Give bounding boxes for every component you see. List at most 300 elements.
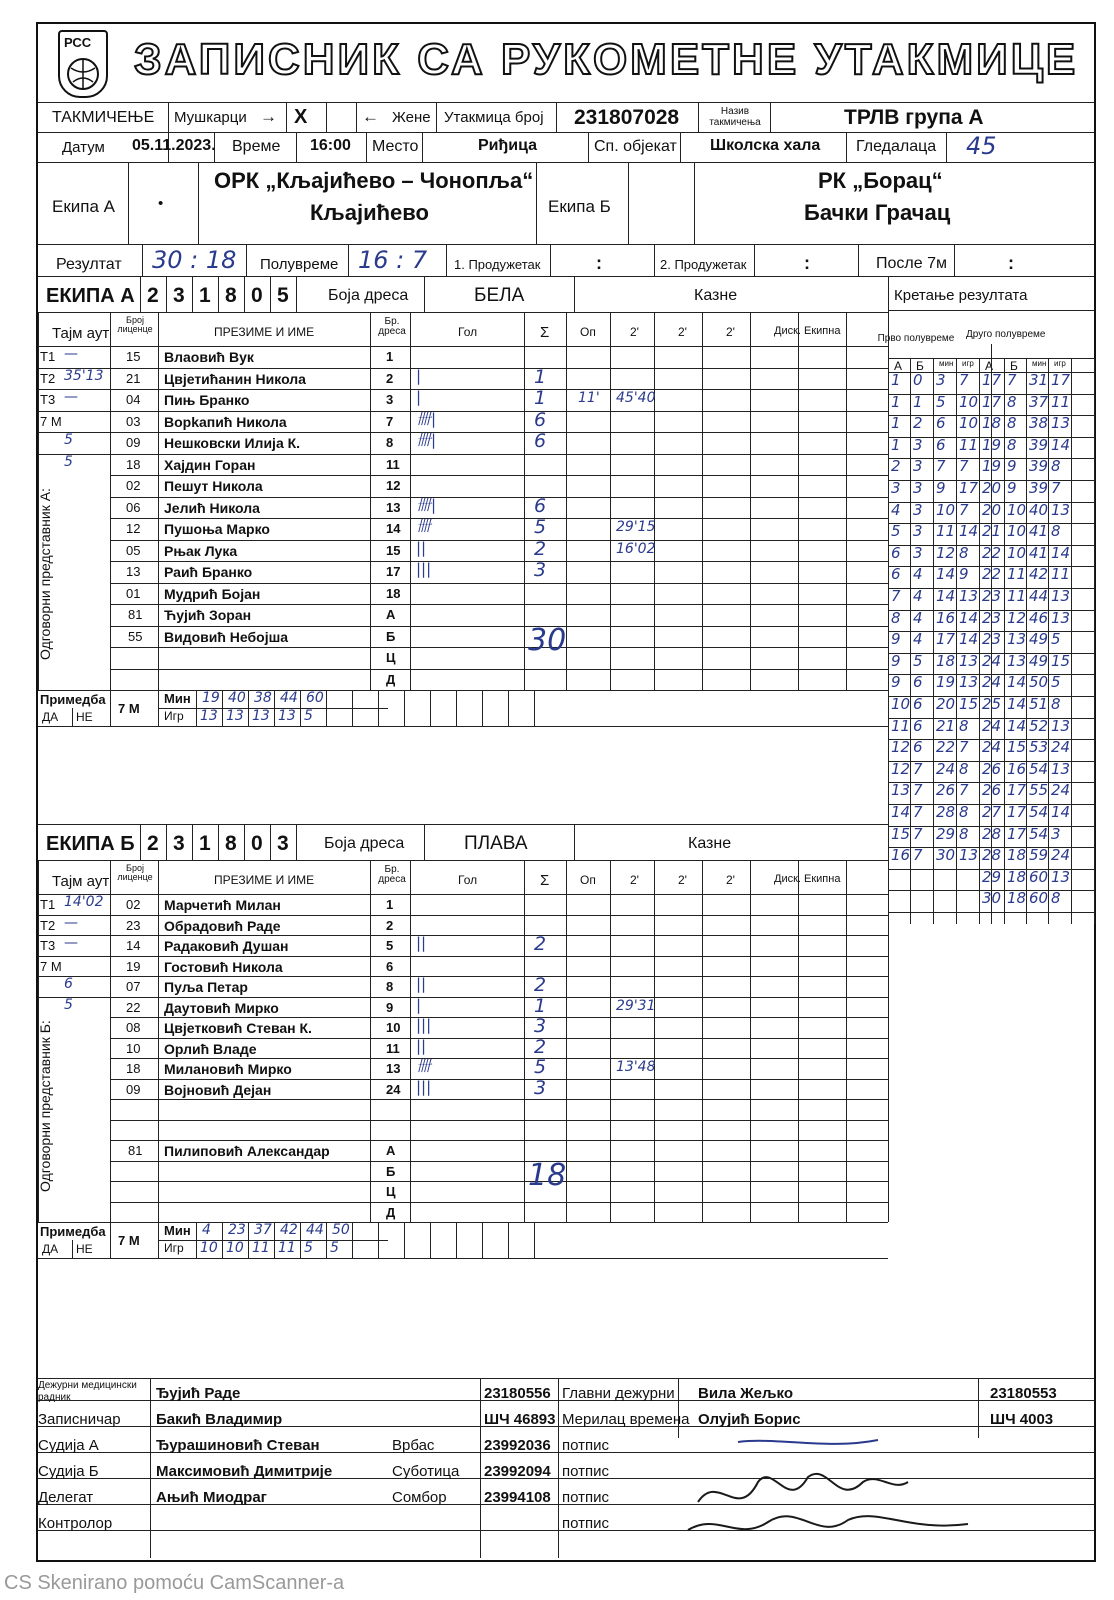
team-a-player-goals: 6 xyxy=(534,408,547,431)
team-b-jersey-color: ПЛАВА xyxy=(464,833,528,854)
grid-line xyxy=(300,1222,301,1258)
grid-line xyxy=(110,647,888,648)
grid-line xyxy=(933,358,934,924)
team-b-player-name: Радаковић Душан xyxy=(164,938,289,954)
progress-cell: 25 xyxy=(982,695,1002,713)
second-half-label: Друго полувреме xyxy=(966,329,1046,340)
progress-cell: 11 xyxy=(936,522,956,541)
grid-line xyxy=(1071,358,1072,924)
team-b-player-license: 07 xyxy=(126,979,141,994)
grid-line xyxy=(38,312,888,313)
chief-label: Главни дежурни xyxy=(562,1385,675,1402)
progress-cell: 24 xyxy=(936,759,956,778)
team-b-jersey-color-label: Боја дреса xyxy=(324,835,405,852)
grid-line xyxy=(158,708,388,709)
team-a-player-jersey: 7 xyxy=(386,413,394,429)
progress-cell: 17 xyxy=(982,392,1002,411)
grid-line xyxy=(480,1378,481,1558)
progress-cell: 9 xyxy=(936,479,946,497)
grid-line xyxy=(534,1222,535,1258)
team-a-official-code: А xyxy=(386,607,396,622)
progress-cell: 6 xyxy=(936,414,946,433)
grid-line xyxy=(750,312,751,690)
progress-cell: 8 xyxy=(1007,414,1017,433)
team-a-player-warning: 11' xyxy=(578,390,600,406)
team-a-player-name: Пешут Никола xyxy=(164,478,263,494)
place-label: Место xyxy=(372,138,419,155)
team-a-name: ОРК „Кљајићево – Чонопља“ xyxy=(214,168,534,193)
grid-line xyxy=(326,1222,327,1258)
team-b-seven-igr-value: 10 xyxy=(226,1240,244,1256)
overtime2-value: : xyxy=(804,253,810,273)
grid-line xyxy=(534,690,535,726)
grid-line xyxy=(38,454,110,455)
team-b-official-name: Пилиповић Александар xyxy=(164,1143,330,1159)
progress-cell: 44 xyxy=(1029,587,1049,605)
progress-cell: 3 xyxy=(913,543,923,562)
progress-cell: 8 xyxy=(1007,392,1017,411)
grid-line xyxy=(979,358,980,924)
progress-cell: 10 xyxy=(1007,543,1027,562)
team-b-timeout-value: 5 xyxy=(64,996,73,1013)
progress-cell: 18 xyxy=(1007,846,1027,865)
team-a-official-code: Ц xyxy=(386,650,396,665)
progress-cell: 60 xyxy=(1029,889,1049,908)
grid-line xyxy=(158,1240,388,1241)
team-a-player-name: Нешковски Илија К. xyxy=(164,435,301,451)
progress-cell: 13 xyxy=(959,846,979,865)
progress-cell: 6 xyxy=(891,565,901,584)
team-b-player-goals: 5 xyxy=(534,1056,547,1078)
progress-cell: 7 xyxy=(936,457,946,476)
grid-line xyxy=(326,690,327,726)
team-b-seven-igr-value: 5 xyxy=(304,1240,313,1256)
progress-cell: 13 xyxy=(959,673,979,692)
logo-text: РСС xyxy=(64,35,92,50)
progress-cell: 24 xyxy=(982,716,1002,735)
progress-cell: 14 xyxy=(1007,673,1027,692)
progress-cell: 3 xyxy=(891,479,901,497)
team-a-timeout-header: Тајм аут xyxy=(52,325,110,342)
overtime1-value: : xyxy=(596,253,602,273)
team-a-player-name: Мудрић Бојан xyxy=(164,585,261,602)
progress-cell: 1 xyxy=(891,435,901,454)
team-b-player-goals: 2 xyxy=(534,974,547,996)
grid-line xyxy=(110,669,888,670)
grid-line xyxy=(274,1222,275,1258)
team-b-goal-header: Гол xyxy=(458,873,478,887)
progress-cell: 3 xyxy=(1051,824,1061,843)
team-b-timeout-key: Т2 xyxy=(40,917,56,933)
team-a-seven-m-label: 7 М xyxy=(118,701,140,716)
progress-cell: 15 xyxy=(959,695,979,713)
team-a-player-jersey: 11 xyxy=(386,456,400,472)
competition-label: ТАКМИЧЕЊЕ xyxy=(52,109,155,126)
grid-line xyxy=(110,583,888,584)
grid-line xyxy=(424,824,425,860)
progress-col-header: игр xyxy=(1054,359,1066,368)
grid-line xyxy=(424,276,425,312)
team-b-player-jersey: 2 xyxy=(386,917,394,933)
grid-line xyxy=(110,976,888,977)
progress-cell: 3 xyxy=(913,457,923,476)
grid-line xyxy=(38,997,110,998)
grid-line xyxy=(654,312,655,690)
team-a-player-goals: 6 xyxy=(534,494,547,517)
team-b-timeout-value: — xyxy=(64,935,78,951)
progress-cell: 22 xyxy=(982,543,1002,562)
progress-cell: 28 xyxy=(982,846,1002,865)
progress-cell: 15 xyxy=(1007,738,1027,757)
grid-line xyxy=(956,358,957,924)
progress-cell: 13 xyxy=(1051,759,1071,778)
progress-cell: 30 xyxy=(936,846,956,865)
progress-cell: 7 xyxy=(891,587,901,605)
team-a-timeout-value: — xyxy=(64,389,78,405)
progress-cell: 50 xyxy=(1029,673,1049,692)
progress-cell: 24 xyxy=(1051,781,1071,800)
team-b-player-name: Војновић Дејан xyxy=(164,1081,272,1098)
grid-line xyxy=(888,310,1094,311)
team-a-penalties-label: Казне xyxy=(694,287,738,304)
progress-cell: 14 xyxy=(936,565,956,584)
team-b-name: РК „Борац“ xyxy=(818,168,943,193)
team-b-player-goal-tally: || xyxy=(416,934,427,952)
delegate-label: Делегат xyxy=(38,1489,94,1506)
grid-line xyxy=(110,346,888,347)
progress-cell: 4 xyxy=(913,565,923,584)
grid-line xyxy=(296,824,297,860)
grid-line xyxy=(110,368,888,369)
progress-cell: 14 xyxy=(891,803,911,821)
timer-label: Мерилац времена xyxy=(562,1411,690,1428)
progress-cell: 4 xyxy=(913,587,923,605)
team-a-player-goal-tally: 卌 xyxy=(416,517,432,535)
progress-cell: 42 xyxy=(1029,565,1049,584)
team-a-note-no[interactable]: НЕ xyxy=(76,710,93,724)
grid-line xyxy=(110,389,888,390)
grid-line xyxy=(456,1222,457,1258)
grid-line xyxy=(610,860,611,1222)
arrow-right-icon: → xyxy=(260,107,277,126)
grid-line xyxy=(702,312,703,690)
team-a-seven-min-value: 40 xyxy=(228,690,246,706)
progress-cell: 8 xyxy=(959,716,969,735)
team-a-player-goal-tally: | xyxy=(416,388,422,406)
progress-cell: 5 xyxy=(913,651,923,670)
team-b-player-goal-tally: || xyxy=(416,975,427,993)
signature-label: потпис xyxy=(562,1463,610,1480)
team-b-player-name: Пуља Петар xyxy=(164,979,248,995)
progress-cell: 51 xyxy=(1029,695,1049,713)
progress-cell: 5 xyxy=(891,522,901,541)
team-b-player-name: Цвјетковић Стеван К. xyxy=(164,1020,312,1036)
team-a-jersey-header: Бр. дреса xyxy=(378,316,406,337)
men-checkbox[interactable]: X xyxy=(294,106,308,128)
team-a-license-header: Број лиценце xyxy=(117,315,153,334)
grid-line xyxy=(370,312,371,690)
progress-cell: 5 xyxy=(936,392,946,411)
progress-cell: 8 xyxy=(1007,435,1017,454)
team-a-seven-min-label: Мин xyxy=(164,691,191,706)
scorer-number: ШЧ 46893 xyxy=(484,1411,556,1428)
delegate-city: Сомбор xyxy=(392,1489,447,1506)
progress-cell: 41 xyxy=(1029,543,1049,562)
team-a-player-suspension: 16'02 xyxy=(616,540,656,557)
grid-line xyxy=(196,1222,197,1258)
team-a-player-goal-tally: ||| xyxy=(416,560,432,578)
team-a-code-digit: 1 xyxy=(199,284,211,307)
team-a-note-label: Примедба xyxy=(40,692,106,707)
progress-cell: 31 xyxy=(1029,371,1049,389)
team-b-seven-igr-value: 10 xyxy=(200,1240,218,1256)
handball-icon xyxy=(63,56,103,92)
team-a-timeout-key: Т2 xyxy=(40,370,56,386)
progress-cell: 14 xyxy=(936,587,956,605)
progress-title: Кретање резултата xyxy=(894,287,1028,304)
team-b-player-goal-tally: ||| xyxy=(416,1016,432,1034)
team-b-timeout-header: Тајм аут xyxy=(52,873,110,890)
grid-line xyxy=(296,276,297,312)
progress-cell: 13 xyxy=(891,781,911,800)
date-label: Датум xyxy=(62,139,105,156)
progress-cell: 11 xyxy=(1051,392,1071,411)
team-a-two-min-header: 2' xyxy=(630,325,639,339)
team-b-disq-header: Диск. xyxy=(774,873,801,885)
progress-cell: 18 xyxy=(1007,889,1027,908)
team-a-player-license: 05 xyxy=(126,542,141,558)
progress-cell: 6 xyxy=(913,738,923,757)
progress-cell: 10 xyxy=(959,414,979,433)
progress-cell: 3 xyxy=(913,479,923,497)
progress-cell: 7 xyxy=(959,781,969,800)
grid-line xyxy=(910,358,911,924)
progress-cell: 7 xyxy=(913,824,923,843)
grid-line xyxy=(166,824,167,860)
grid-line xyxy=(654,860,655,1222)
progress-cell: 6 xyxy=(913,673,923,692)
progress-cell: 6 xyxy=(936,435,946,454)
progress-cell: 19 xyxy=(982,435,1002,454)
venue-label: Сп. објекат xyxy=(594,138,677,155)
team-b-player-goal-tally: | xyxy=(416,995,422,1014)
grid-line xyxy=(410,860,411,1222)
team-b-player-license: 09 xyxy=(126,1081,141,1097)
grid-line xyxy=(846,312,847,690)
team-a-timeout-key: Т3 xyxy=(40,392,56,407)
grid-line xyxy=(508,1222,509,1258)
team-a-player-jersey: 17 xyxy=(386,564,401,579)
team-a-title: ЕКИПА А xyxy=(46,285,135,307)
progress-cell: 4 xyxy=(891,500,901,519)
team-a-player-license: 12 xyxy=(126,521,141,536)
progress-cell: 14 xyxy=(1051,803,1071,821)
grid-line xyxy=(610,312,611,690)
progress-cell: 17 xyxy=(1007,803,1027,821)
date-value: 05.11.2023. xyxy=(132,137,216,154)
team-a-official-code: Б xyxy=(386,628,396,644)
team-b-official-code: Д xyxy=(386,1204,396,1220)
team-a-player-jersey: 8 xyxy=(386,435,394,450)
team-b-label: Екипа Б xyxy=(548,197,611,216)
progress-cell: 9 xyxy=(891,630,901,649)
team-a-official-name: Видовић Небојша xyxy=(164,628,289,645)
progress-cell: 14 xyxy=(959,608,979,627)
progress-cell: 20 xyxy=(982,479,1002,497)
document-title: ЗАПИСНИК СА РУКОМЕТНЕ УТАКМИЦЕ xyxy=(134,35,1079,84)
team-a-player-jersey: 13 xyxy=(386,499,401,515)
progress-cell: 24 xyxy=(1051,846,1071,865)
team-a-label: Екипа А xyxy=(52,197,115,216)
grid-line xyxy=(524,312,525,690)
time-label: Време xyxy=(232,138,281,155)
grid-line xyxy=(482,690,483,726)
progress-cell: 46 xyxy=(1029,608,1049,627)
grid-line xyxy=(222,1222,223,1258)
team-b-seven-min-value: 42 xyxy=(280,1222,298,1238)
progress-cell: 17 xyxy=(982,371,1002,389)
team-a-timeout-value: 5 xyxy=(64,432,73,448)
progress-col-header: А xyxy=(894,359,903,373)
progress-cell: 30 xyxy=(982,889,1002,908)
progress-cell: 59 xyxy=(1029,846,1049,865)
team-b-official-code: Ц xyxy=(386,1184,396,1199)
grid-line xyxy=(300,690,301,726)
progress-col-header: А xyxy=(985,359,994,373)
team-b-player-goals: 3 xyxy=(534,1076,547,1099)
team-a-player-suspension: 45'40 xyxy=(616,390,656,406)
team-b-timeout-key: Т3 xyxy=(40,938,56,953)
progress-cell: 17 xyxy=(1051,371,1071,389)
team-a-note-yes[interactable]: ДА xyxy=(42,710,59,724)
timer-number: ШЧ 4003 xyxy=(990,1411,1054,1428)
referee-a-name: Ђурашиновић Стеван xyxy=(156,1437,320,1454)
team-b-code-digit: 3 xyxy=(277,832,289,855)
team-a-player-goal-tally: | xyxy=(416,366,422,385)
grid-line xyxy=(38,432,110,433)
team-a-seven-min-value: 44 xyxy=(280,690,298,706)
team-b-note-no[interactable]: НЕ xyxy=(76,1242,93,1256)
progress-cell: 13 xyxy=(1051,587,1071,605)
grid-line xyxy=(702,860,703,1222)
progress-cell: 13 xyxy=(1007,651,1027,670)
grid-line xyxy=(110,626,888,627)
grid-line xyxy=(110,860,111,1222)
team-a-player-jersey: 14 xyxy=(386,521,401,536)
progress-cell: 29 xyxy=(982,867,1002,886)
medic-label: Дежурни медицински радник xyxy=(38,1380,137,1403)
team-a-player-suspension: 29'15 xyxy=(616,519,656,535)
progress-cell: 16 xyxy=(891,846,911,865)
half-label: Полувреме xyxy=(260,256,339,273)
team-a-player-name: Цвјетићанин Никола xyxy=(164,370,306,387)
grid-line xyxy=(110,1079,888,1080)
grid-line xyxy=(110,1120,888,1121)
grid-line xyxy=(110,1099,888,1100)
competition-name-label: Назив такмичења xyxy=(709,106,761,128)
progress-cell: 24 xyxy=(1051,738,1071,757)
grid-line xyxy=(1048,358,1049,924)
grid-line xyxy=(38,1258,888,1259)
team-a-seven-min-value: 60 xyxy=(306,690,324,706)
half-value: 16 : 7 xyxy=(358,246,428,274)
referee-b-name: Максимовић Димитрије xyxy=(156,1463,333,1480)
progress-cell: 9 xyxy=(1007,479,1017,497)
progress-cell: 3 xyxy=(913,435,923,454)
team-b-total-goals: 18 xyxy=(528,1157,567,1193)
progress-col-header: мин xyxy=(1032,359,1047,368)
progress-cell: 26 xyxy=(982,759,1002,778)
progress-cell: 10 xyxy=(1007,500,1027,519)
team-a-sum-header: Σ xyxy=(540,324,550,341)
grid-line xyxy=(110,540,888,541)
grid-line xyxy=(110,561,888,562)
progress-cell: 4 xyxy=(913,608,923,627)
progress-cell: 20 xyxy=(982,500,1002,519)
progress-cell: 3 xyxy=(936,371,946,389)
team-a-player-name: Рњак Лука xyxy=(164,542,238,559)
progress-cell: 10 xyxy=(891,695,911,713)
grid-line xyxy=(110,518,888,519)
grid-line xyxy=(218,824,219,860)
progress-cell: 12 xyxy=(1007,608,1027,627)
team-b-timeout-value: 6 xyxy=(64,976,73,992)
grid-line xyxy=(110,432,888,433)
bullet-icon: • xyxy=(158,195,164,212)
grid-line xyxy=(110,915,888,916)
team-b-two-min-header: 2' xyxy=(678,873,687,887)
team-a-seven-igr-label: Игр xyxy=(164,709,184,723)
progress-cell: 8 xyxy=(1051,695,1061,713)
team-b-player-suspension: 13'48 xyxy=(616,1059,656,1075)
grid-line xyxy=(378,1222,379,1258)
grid-line xyxy=(404,690,405,726)
progress-cell: 29 xyxy=(936,824,956,843)
progress-cell: 26 xyxy=(982,781,1002,800)
referee-b-number: 23992094 xyxy=(484,1463,551,1480)
team-a-code-digit: 5 xyxy=(277,284,289,307)
team-b-player-jersey: 9 xyxy=(386,999,394,1015)
progress-cell: 15 xyxy=(891,824,911,843)
progress-cell: 1 xyxy=(913,392,923,411)
federation-logo xyxy=(58,30,108,98)
progress-cell: 8 xyxy=(1051,457,1061,476)
team-a-player-goals: 2 xyxy=(534,537,547,560)
progress-cell: 17 xyxy=(959,479,979,497)
progress-cell: 39 xyxy=(1029,457,1049,476)
progress-cell: 8 xyxy=(891,608,901,627)
team-b-note-yes[interactable]: ДА xyxy=(42,1242,59,1256)
grid-line xyxy=(798,312,799,690)
progress-cell: 14 xyxy=(959,522,979,541)
progress-cell: 6 xyxy=(913,716,923,735)
team-a-code-digit: 2 xyxy=(147,284,159,307)
team-a-player-name: Пињ Бранко xyxy=(164,392,250,408)
grid-line xyxy=(248,1222,249,1258)
team-b-code-digit: 2 xyxy=(147,832,159,855)
progress-cell: 1 xyxy=(891,371,901,389)
competition-name: ТРЛВ група А xyxy=(844,106,984,129)
delegate-number: 23994108 xyxy=(484,1489,551,1506)
grid-line xyxy=(248,690,249,726)
team-b-player-name: Гостовић Никола xyxy=(164,958,283,975)
progress-cell: 49 xyxy=(1029,630,1049,649)
grid-line xyxy=(38,976,110,977)
grid-line xyxy=(110,454,888,455)
team-b-seven-min-value: 44 xyxy=(306,1222,324,1238)
grid-line xyxy=(410,312,411,690)
progress-cell: 17 xyxy=(936,630,956,649)
